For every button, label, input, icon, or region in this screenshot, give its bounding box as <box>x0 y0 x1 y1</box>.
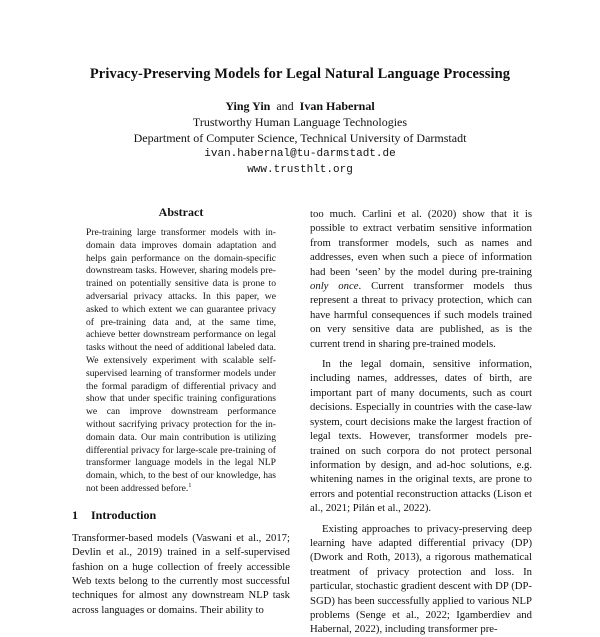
author-conjunction: and <box>276 99 294 113</box>
author-name: Ivan Habernal <box>299 99 375 113</box>
author-block <box>0 98 600 178</box>
footnote-mark: 1 <box>188 481 192 489</box>
abstract-text <box>86 227 276 496</box>
right-column <box>310 207 532 637</box>
author-website: www.trusthlt.org <box>247 164 353 176</box>
abstract-body: Pre-training large transformer models with in-domain data improves domain adaptation and helps gain performance on the domain-specific downstream tasks. However, sharing models pre-trained on potentially sensitive data is prone to adversarial privacy attacks. In this paper, we asked to which extent we can guarantee privacy of pre-training data and, at the same time, achieve better downstream performance on legal tasks without the need of additional labeled data. We extensively experiment with scalable self-supervised learning of transformer models under the formal paradigm of differential privacy and show that under specific training configurations we can improve downstream performance without sacrifying privacy protection for the in-domain data. Our main contribution is utilizing differential privacy for large-scale pre-training of transformer language models in the legal NLP domain, which, to the best of our knowledge, has not been addressed before. <box>86 227 276 494</box>
paper-title: Privacy-Preserving Models for Legal Natural Language Processing <box>89 66 511 82</box>
author-email: ivan.habernal@tu-darmstadt.de <box>204 148 396 160</box>
author-names <box>0 98 600 114</box>
section-heading-introduction <box>72 508 290 523</box>
abstract-heading: Abstract <box>158 205 204 219</box>
left-column <box>72 205 290 617</box>
body-paragraph: Existing approaches to privacy-preserving deep learning have adapted differential privacy (DP) (Dwork and Roth, 2013), a rigorous mathematical treatment of privacy protection and loss. In particular, stochastic gradient descent with DP (DP-SGD) has been successfully applied to various NLP problems (Senge et al., 2022; Igamberdiev and Habernal, 2022), including transformer pre- <box>310 522 532 636</box>
section-title: Introduction <box>91 507 157 522</box>
emphasis-text: only once <box>310 280 359 293</box>
intro-paragraph: Transformer-based models (Vaswani et al., 2017; Devlin et al., 2019) trained in a self-supervised fashion on a huge collection of freely accessible Web texts belong to the currently most successful techniques for almost any downstream NLP task across languages or domains. Their ability to <box>72 531 290 616</box>
paragraph-text: too much. Carlini et al. (2020) show that it is possible to extract verbatim sensitive information from transformer models, such as names and addresses, even when such a piece of information had been ‘seen’ by the model during pre-training <box>310 208 532 278</box>
author-group: Trustworthy Human Language Technologies <box>192 115 408 129</box>
author-affiliation: Department of Computer Science, Technical University of Darmstadt <box>133 131 467 145</box>
body-paragraph <box>310 207 532 351</box>
section-number: 1 <box>72 507 78 522</box>
paragraph-text: . Current transformer models thus represent a threat to privacy protection, which can have harmful consequences if such models trained on very sensitive data are published, as is the current trend in sharing pre-trained models. <box>310 280 532 350</box>
author-name: Ying Yin <box>225 99 271 113</box>
body-paragraph: In the legal domain, sensitive information, including names, addresses, dates of birth, are important part of many documents, such as court decisions. Especially in countries with the case-law system, court decisions make the largest fraction of legal texts. However, transformer models pre-trained on such corpora do not protect personal information by design, and ad-hoc solutions, e.g. whitening names in the original texts, are prone to errors and potential reconstruction attacks (Lison et al., 2021; Pilán et al., 2022). <box>310 358 532 515</box>
